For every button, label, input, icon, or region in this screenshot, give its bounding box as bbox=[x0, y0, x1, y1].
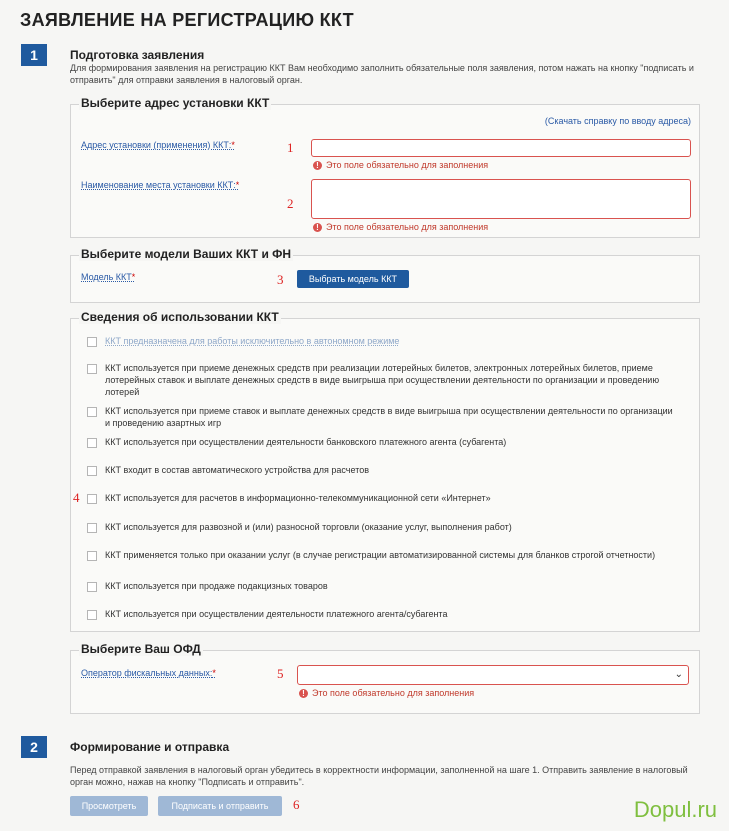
usage-option-checkbox[interactable] bbox=[87, 438, 97, 448]
required-mark: * bbox=[231, 140, 235, 150]
usage-option-label: ККТ используется для развозной и (или) разносной торговли (оказание услуг, выполнения работ) bbox=[105, 522, 512, 532]
install-place-label bbox=[81, 180, 239, 190]
required-mark: * bbox=[235, 180, 240, 190]
required-mark: * bbox=[131, 272, 136, 282]
usage-option-row bbox=[87, 608, 679, 620]
install-place-error-text: Это поле обязательно для заполнения bbox=[326, 222, 489, 232]
step-1-description: Для формирования заявления на регистрацию ККТ Вам необходимо заполнить обязательные поля заявления, потом нажать на кнопку "подписать и отправить" для отправки заявления в налоговый орган. bbox=[70, 63, 694, 85]
usage-option-checkbox[interactable] bbox=[87, 610, 97, 620]
usage-option-row bbox=[87, 464, 679, 476]
usage-panel-legend: Сведения об использовании ККТ bbox=[81, 310, 279, 324]
usage-option-row bbox=[87, 521, 679, 533]
ofd-panel-legend: Выберите Ваш ОФД bbox=[81, 642, 201, 656]
usage-panel bbox=[70, 310, 700, 632]
step-2-badge: 2 bbox=[21, 736, 47, 758]
install-address-error-text: Это поле обязательно для заполнения bbox=[326, 160, 489, 170]
ofd-operator-label bbox=[81, 668, 216, 678]
annotation-number: 1 bbox=[287, 140, 294, 155]
model-kkt-label-text: Модель ККТ bbox=[81, 272, 132, 282]
usage-option-row bbox=[87, 549, 679, 561]
required-mark: * bbox=[212, 668, 216, 678]
usage-option-checkbox[interactable] bbox=[87, 466, 97, 476]
install-place-label-text: Наименование места установки ККТ: bbox=[81, 180, 236, 190]
annotation-number: 4 bbox=[73, 490, 80, 505]
install-address-error bbox=[313, 160, 488, 170]
annotation-number: 5 bbox=[277, 666, 284, 681]
step-2-title: Формирование и отправка bbox=[70, 740, 230, 754]
models-panel-legend: Выберите модели Ваших ККТ и ФН bbox=[81, 247, 292, 261]
usage-option-row bbox=[87, 492, 679, 504]
step-1-title: Подготовка заявления bbox=[70, 48, 205, 62]
ofd-operator-error-text: Это поле обязательно для заполнения bbox=[312, 688, 475, 698]
page-title: ЗАЯВЛЕНИЕ НА РЕГИСТРАЦИЮ ККТ bbox=[20, 10, 354, 30]
usage-option-row bbox=[87, 335, 679, 347]
step-2-description: Перед отправкой заявления в налоговый орган убедитесь в корректности информации, заполненной на шаге 1. Отправить заявление в налоговый орган можно, нажав на кнопку "Подписать и отправить". bbox=[70, 765, 688, 787]
address-panel-legend: Выберите адрес установки ККТ bbox=[81, 96, 270, 110]
select-model-button[interactable]: Выбрать модель ККТ bbox=[297, 270, 409, 288]
usage-option-label: ККТ применяется только при оказании услуг (в случае регистрации автоматизированной системы для бланков строгой отчетности) bbox=[105, 550, 656, 560]
models-panel bbox=[70, 247, 700, 303]
error-circle-icon: ! bbox=[313, 223, 322, 232]
error-circle-icon: ! bbox=[299, 689, 308, 698]
address-panel bbox=[70, 96, 700, 238]
usage-option-label: ККТ входит в состав автоматического устройства для расчетов bbox=[105, 465, 370, 475]
chevron-down-icon: ⌄ bbox=[674, 669, 683, 680]
sign-and-send-button[interactable]: Подписать и отправить bbox=[158, 796, 282, 816]
usage-option-label: ККТ используется при приеме денежных средств при реализации лотерейных билетов, электронных лотерейных билетов, приеме лотерейных ставок и выплате денежных средств в виде выигрыша при осуществлении деятельности по организации и проведению лотерей bbox=[105, 363, 660, 397]
usage-option-checkbox[interactable] bbox=[87, 494, 97, 504]
usage-option-row bbox=[87, 362, 679, 398]
ofd-panel bbox=[70, 642, 700, 714]
annotation-number: 2 bbox=[287, 196, 294, 211]
usage-option-checkbox[interactable] bbox=[87, 582, 97, 592]
install-address-label-text: Адрес установки (применения) ККТ: bbox=[81, 140, 232, 150]
usage-option-row bbox=[87, 405, 679, 429]
usage-option-row bbox=[87, 436, 679, 448]
watermark: Dopul.ru bbox=[633, 797, 717, 822]
install-place-error bbox=[313, 222, 488, 232]
usage-option-label: ККТ предназначена для работы исключительно в автономном режиме bbox=[105, 336, 400, 346]
error-circle-icon: ! bbox=[313, 161, 322, 170]
usage-option-label: ККТ используется при продаже подакцизных товаров bbox=[105, 581, 328, 591]
usage-option-checkbox[interactable] bbox=[87, 523, 97, 533]
ofd-operator-select[interactable] bbox=[297, 665, 689, 685]
usage-option-checkbox[interactable] bbox=[87, 407, 97, 417]
usage-option-checkbox[interactable] bbox=[87, 337, 97, 347]
install-address-label bbox=[81, 140, 235, 150]
usage-option-label: ККТ используется при осуществлении деятельности банковского платежного агента (субагента) bbox=[105, 437, 507, 447]
install-address-input[interactable] bbox=[311, 139, 691, 157]
annotation-number: 6 bbox=[293, 797, 300, 812]
ofd-operator-label-text: Оператор фискальных данных: bbox=[81, 668, 213, 678]
usage-option-label: ККТ используется при приеме ставок и выплате денежных средств в виде выигрыша при осуществлении деятельности по организации и проведению азартных игр bbox=[105, 406, 673, 428]
step-1-badge: 1 bbox=[21, 44, 47, 66]
usage-option-label: ККТ используется при осуществлении деятельности платежного агента/субагента bbox=[105, 609, 448, 619]
ofd-operator-error bbox=[299, 688, 474, 698]
annotation-number: 3 bbox=[277, 272, 284, 287]
model-kkt-label bbox=[81, 272, 135, 282]
usage-option-checkbox[interactable] bbox=[87, 364, 97, 374]
preview-button[interactable]: Просмотреть bbox=[70, 796, 148, 816]
usage-option-label: ККТ используется для расчетов в информационно-телекоммуникационной сети «Интернет» bbox=[105, 493, 491, 503]
usage-option-row bbox=[87, 580, 679, 592]
address-help-link[interactable]: (Скачать справку по вводу адреса) bbox=[544, 116, 691, 126]
usage-option-checkbox[interactable] bbox=[87, 551, 97, 561]
install-place-input[interactable] bbox=[311, 179, 691, 219]
